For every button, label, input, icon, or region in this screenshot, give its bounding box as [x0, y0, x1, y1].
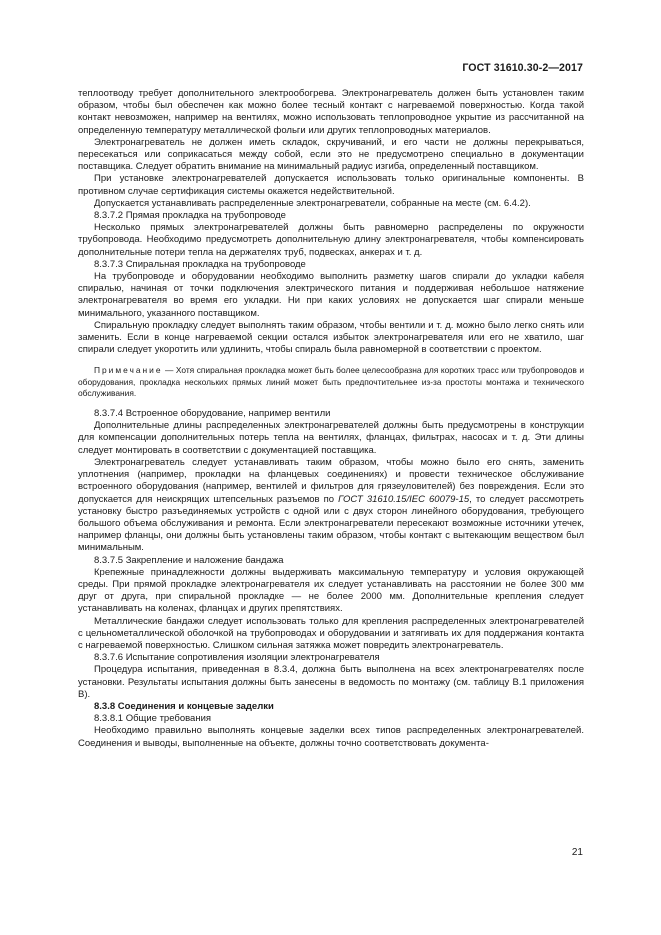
- paragraph: На трубопроводе и оборудовании необходимо выполнить разметку шагов спирали до укладки кабеля спиралью, начиная от точки подключения электрического питания и поддерживая небольшое натяжение электронагревателя во время его укладки. Ни при каких условиях не допускается шаг спирали меньше минимального, указанного поставщиком.: [78, 271, 584, 319]
- document-body: [78, 88, 584, 750]
- paragraph: При установке электронагревателей допускается использовать только оригинальные компоненты. В противном случае сертификация системы окажется недействительной.: [78, 173, 584, 197]
- note-text: — Хотя спиральная прокладка может быть более целесообразна для коротких трасс или трубопроводов и оборудования, прокладка нескольких прямых линий может быть предпочтительнее из-за простоты монтажа и технического обслуживания.: [78, 365, 584, 398]
- page-number: 21: [571, 847, 583, 858]
- paragraph: Спиральную прокладку следует выполнять таким образом, чтобы вентили и т. д. можно было легко снять или заменить. Если в конце нагреваемой секции остался избыток электронагревателя или его не хватило, шаг спирали следует укоротить или удлинить, чтобы спираль была равномерной в соответствии с проектом.: [78, 319, 584, 356]
- standard-reference: ГОСТ 31610.15/IEC 60079-15: [338, 493, 470, 505]
- paragraph: Электронагреватель не должен иметь складок, скручиваний, и его части не должны перекрываться, пересекаться или соприкасаться между собой, если это не предусмотрено специально в документации поставщика. Следует обратить внимание на минимальный радиус изгиба, определенный поставщиком.: [78, 136, 584, 173]
- paragraph: Необходимо правильно выполнять концевые заделки всех типов распределенных электронагревателей. Соединения и выводы, выполненные на объекте, должны точно соответствовать документа-: [78, 725, 584, 749]
- paragraph: Допускается устанавливать распределенные электронагреватели, собранные на месте (см. 6.4.2).: [94, 197, 531, 209]
- paragraph: Дополнительные длины распределенных электронагревателей должны быть предусмотрены в конструкции для компенсации дополнительных потерь тепла на вентилях, фланцах, фильтрах, насосах и т. д. Эти длины следует монтировать в соответствии с документацией поставщика.: [78, 420, 584, 456]
- paragraph-text: Электронагреватель следует устанавливать таким образом, чтобы можно было его снять, заменить уплотнения (например, прокладки на фланцевых соединениях) и провести техническое обслуживание встроенного оборудования (например, вентилей и фильтров для грязеуловителей) без повреждения. Если это допускается для неискрящих штепсельных разъемов по: [78, 456, 584, 505]
- paragraph: Металлические бандажи следует использовать только для крепления распределенных электронагревателей с цельнометаллической оболочкой на трубопроводах и оборудовании и затягивать их для поддержания контакта с нагреваемой поверхностью. Слишком сильная затяжка может повредить электронагреватель.: [78, 615, 584, 651]
- section-heading: 8.3.8.1 Общие требования: [94, 713, 212, 725]
- section-heading: 8.3.7.2 Прямая прокладка на трубопроводе: [94, 210, 286, 222]
- paragraph: Крепежные принадлежности должны выдерживать максимальную температуру и условия окружающей среды. При прямой прокладке электронагревателя их следует устанавливать на расстоянии не более 300 мм друг от друга, при спиральной прокладке — не более 2000 мм. Дополнительные крепления следует устанавливать на коленах, фланцах и других препятствиях.: [78, 566, 584, 615]
- paragraph-text: , то следует рассмотреть установку быстро разъединяемых устройств с одной или с двух сторон линейного оборудования, требующего большого объема обслуживания и ремонта. Если электронагреватели пересекают возможные источники утечек, например фланцы, они должны быть установлены таким образом, чтобы контакт с вытекающим веществом был минимальным.: [78, 493, 584, 554]
- section-heading: 8.3.7.4 Встроенное оборудование, например вентили: [94, 408, 331, 420]
- standard-designation: ГОСТ 31610.30-2—2017: [462, 62, 583, 74]
- note: [78, 365, 584, 399]
- section-heading: 8.3.7.6 Испытание сопротивления изоляции электронагревателя: [94, 652, 380, 664]
- paragraph: Процедура испытания, приведенная в 8.3.4, должна быть выполнена на всех электронагревателях после установки. Результаты испытания должны быть занесены в ведомость по монтажу (см. таблицу В.1 приложения В).: [78, 664, 584, 700]
- section-heading-bold: 8.3.8 Соединения и концевые заделки: [94, 700, 274, 712]
- section-heading: 8.3.7.5 Закрепление и наложение бандажа: [94, 554, 284, 566]
- paragraph: [78, 457, 584, 555]
- note-label: Примечание: [94, 365, 163, 376]
- section-heading: 8.3.7.3 Спиральная прокладка на трубопроводе: [94, 258, 306, 270]
- paragraph: Несколько прямых электронагревателей должны быть равномерно распределены по окружности трубопровода. Необходимо предусмотреть дополнительную длину электронагревателя, чтобы компенсировать дополнительные потери тепла на держателях труб, подвесках, анкерах и т. д.: [78, 222, 584, 258]
- paragraph: теплоотводу требует дополнительного электрообогрева. Электронагреватель должен быть установлен таким образом, чтобы был обеспечен как можно более тесный контакт с нагреваемой поверхностью. Когда такой контакт невозможен, например на вентилях, можно использовать теплопроводное укрытие из рассчитанной на определенную температуру металлической фольги или других теплопроводных материалов.: [78, 88, 584, 136]
